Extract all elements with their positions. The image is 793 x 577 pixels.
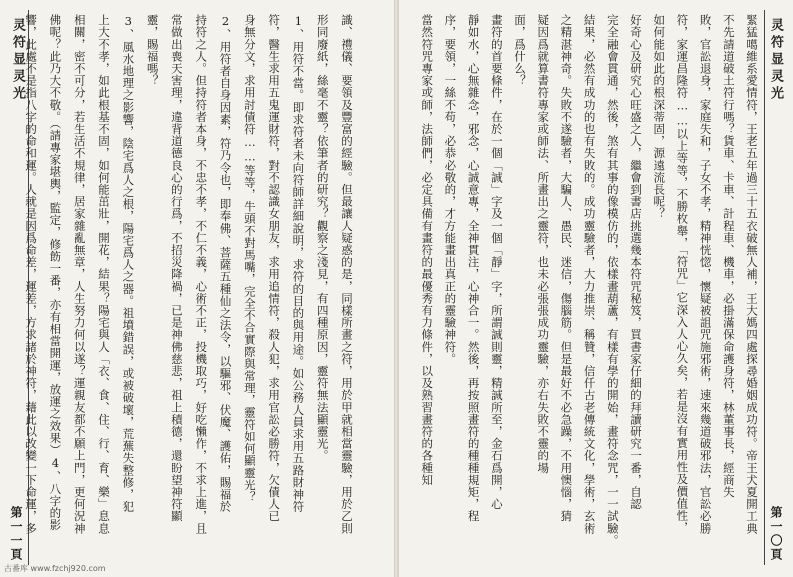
right-page: [399, 0, 793, 577]
text-column: 佛呢？此乃大不敬。（請專家堪輿，監定，修飭一番，亦有相當開運，放運之效果）4、八字的影: [48, 14, 63, 532]
text-column: 身無分文，求用討債符……等等，牛頭不對馬嘴，完全不合實際與常理，靈符如何顯靈光？: [242, 14, 257, 503]
text-column: 如何能如此的根深蒂固，源遠流長呢？: [652, 14, 667, 220]
text-column: 靈，賜福嗎？: [145, 14, 160, 87]
text-column: 緊猛噶維系愛情符，王老五年過三十五衣破無人補，王大媽四處探尋婚姻成功符。帝王犬夏開工典: [745, 14, 759, 535]
page-number-left: 第一一頁: [9, 506, 23, 562]
text-column: 完全融會貫通，然後，煞有其事的像模仿的，依樣畫葫蘆，有樣有學的開始，畫符念咒，一一試驗。: [605, 14, 620, 547]
text-column: 響，此處不是指八字的命和運。人就是因爲命差，運差，方求諸於神符，藉此以改變一下命運，多: [24, 14, 39, 535]
text-column: 識、禮儀、要領及豐富的經驗。但最讓人疑惑的是，同樣所畫之符，用於甲就相當靈驗，用於乙則: [340, 14, 354, 535]
text-column: 常做出喪天害理，違背道德良心的行爲，不招災降禍，已是神佛慈悲，祖上積德，還盼望神符顯: [169, 14, 184, 523]
text-column: 結果，必然有成功的也有失敗的。成功靈驗者，大力推崇、稱贊，信仟古老傳統文化，學術，玄術: [582, 14, 597, 535]
text-column: 疑因爲就算書符專家或師法、所畫出之靈符，也未必張張成功靈驗，亦右失敗不靈的場: [536, 14, 551, 474]
text-column: 靜如水，心無雜念，邪念，心誠意專，全神貫注，心神合一。然後，再按照畫符的種種規矩，程: [466, 14, 481, 523]
text-column: 3、風水地理之影響，陰宅爲人之根，陽宅爲人之器。祖墳錯誤，或被破壞，荒蕪失整修，犯: [121, 14, 136, 513]
text-column: 敗，官訟退身，家庭失和，子女不孝，精神恍惚，懷疑被詛咒施邪術，速來幾道破邪法，官訟必勝: [698, 14, 713, 535]
text-column: 好奇心及研究心旺盛之人，繼會到書店挑選幾本符咒秘笈，買書家仔細的拜讀研究一番，自認: [629, 14, 643, 511]
text-column: 2、用符者自身因素，符乃令也，即奉佛、菩薩五種仙之法令，以驅邪、伏魔、護佑，賜福於: [218, 14, 233, 513]
text-column: 上大不孝，如此根基不固，如何能茁壯，開花，結果？陽宅與人「衣、食、住、行、育、樂」息息: [97, 14, 111, 535]
text-column: 1、用符不當。即求符者未向符師詳細說明，求符的目的與用途。如公務人員求用五路財神符: [291, 14, 306, 513]
page-number-right: 第一〇頁: [769, 506, 783, 562]
text-column: 當然符咒專家或師，法師們，必定具備有畫符的最優秀有力條件，以及熟習畫符的各種知: [420, 14, 435, 486]
text-column: 不先請道破土符行嗎？貨車、卡車、計程車、機車，必掛滿保命護身符，林董事長，經商失: [721, 14, 736, 498]
text-column: 序，要領，一絲不苟，必恭必敬的，才方能畫出真正的靈驗神符。: [443, 14, 458, 365]
left-page: [0, 0, 394, 577]
text-column: 畫符的首要條件，在於一個「誠」字及一個「靜」字，所謂誠則靈，精誠所至，金石爲開，心: [489, 14, 504, 511]
text-column: 形同廢紙，絲毫不靈？依筆者的研究？觀察之淺見，有四種原因，靈符無法顯靈光。: [315, 14, 330, 462]
text-column: 持符之人。但持符者本身，不忠不孝，不仁不義，心術不正，投機取巧，好吃懶作，不求上進，且: [194, 14, 209, 535]
header-divider-right: [764, 10, 765, 565]
running-title-right: 灵符显灵光: [768, 18, 783, 103]
running-title-left: 灵符显灵光: [10, 18, 25, 103]
text-column: 符，醫生求用五鬼運財符，對不認識女朋友，求用追情符，殺人犯，求用官訟必勝符，欠債人已: [267, 14, 282, 523]
text-column: 面，爲什么？: [513, 14, 527, 87]
text-column: 之精湛神奇。失敗不遂驗者，大騙人、愚民、迷信，傷腦筋。但是最好不必急躁，不用懊惱，猜: [559, 14, 574, 523]
site-watermark: 古番库 www.fzchj920.com: [4, 564, 106, 573]
book-gutter: [394, 0, 399, 577]
text-column: 相關，密不可分，若生活不規律，居家雜亂無章，人生努力何以遂？運親友都不願上門，更何況神: [72, 14, 87, 535]
text-column: 符，家運昌隆符……以上等等，不勝枚舉，「符咒」它深入人心久矣，若是沒有實用性及價值性，: [675, 14, 690, 534]
